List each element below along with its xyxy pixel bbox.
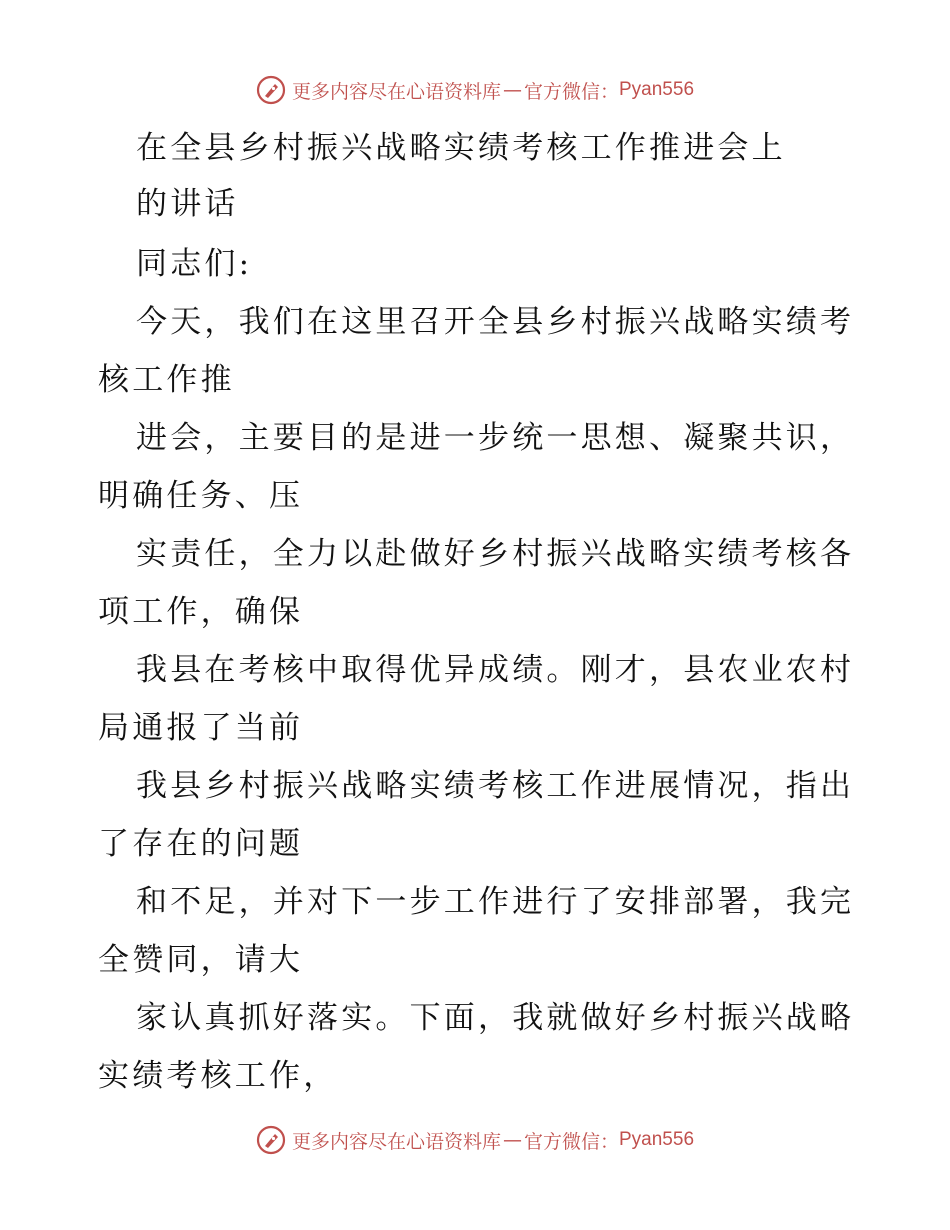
paragraph-line: 明确任务、压	[98, 478, 304, 514]
header-contact-label: 官方微信：	[523, 80, 619, 103]
paragraph-line: 和不足，并对下一步工作进行了安排部署，我完	[136, 884, 855, 920]
paragraph-line: 项工作，确保	[98, 594, 304, 630]
footer-brand-text: 更多内容尽在心语资料库	[291, 1130, 501, 1153]
paragraph-line: 实责任，全力以赴做好乡村振兴战略实绩考核各	[136, 536, 855, 572]
paragraph-line: 今天，我们在这里召开全县乡村振兴战略实绩考	[136, 304, 855, 340]
footer-watermark	[0, 1120, 950, 1160]
paragraph-line: 核工作推	[98, 362, 235, 398]
paragraph-line: 全赞同，请大	[98, 942, 304, 978]
paragraph-line: 我县在考核中取得优异成绩。刚才，县农业农村	[136, 652, 855, 688]
footer-contact-label: 官方微信：	[523, 1130, 619, 1153]
document-title-line-1: 在全县乡村振兴战略实绩考核工作推进会上	[136, 130, 786, 166]
paragraph-line: 进会，主要目的是进一步统一思想、凝聚共识，	[136, 420, 855, 456]
paragraph-line: 了存在的问题	[98, 826, 304, 862]
header-brand-text: 更多内容尽在心语资料库	[291, 80, 501, 103]
header-dash: —	[502, 79, 522, 101]
document-title-line-2: 的讲话	[136, 186, 239, 222]
paragraph-line: 实绩考核工作，	[98, 1058, 338, 1094]
paragraph-line: 局通报了当前	[98, 710, 304, 746]
pen-nib-circle-icon	[256, 1125, 286, 1155]
footer-dash: —	[502, 1129, 522, 1151]
document-salutation: 同志们:	[136, 246, 253, 282]
footer-contact-id: Pyan556	[619, 1129, 695, 1150]
paragraph-line: 家认真抓好落实。下面，我就做好乡村振兴战略	[136, 1000, 855, 1036]
header-contact-id: Pyan556	[619, 79, 695, 100]
paragraph-line: 我县乡村振兴战略实绩考核工作进展情况，指出	[136, 768, 855, 804]
